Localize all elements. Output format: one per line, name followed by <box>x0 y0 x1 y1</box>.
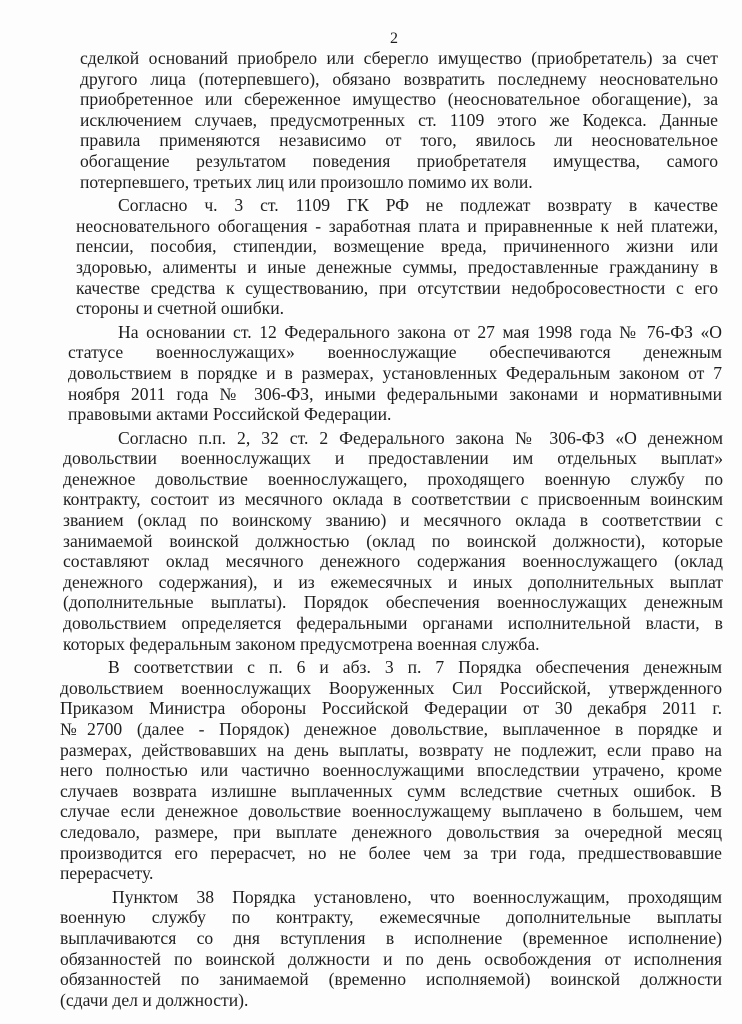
paragraph <box>68 322 722 425</box>
text-line: обязанностей по занимаемой (временно исполняемой) воинской должности <box>60 969 722 990</box>
text-line: (дополнительные выплаты). Порядок обеспечения военнослужащих денежным <box>63 592 723 613</box>
text-line: случае если денежное довольствие военнослужащему выплачено в большем, чем <box>60 801 722 822</box>
paragraph <box>76 195 718 319</box>
text-line: Приказом Министра обороны Российской Федерации от 30 декабря 2011 г. <box>60 698 722 719</box>
paragraph <box>80 48 718 192</box>
text-line: выплачиваются со дня вступления в исполнение (временное исполнение) <box>60 927 722 948</box>
text-line: неосновательного обогащения - заработная плата и приравненные к ней платежи, <box>76 215 718 236</box>
text-line: довольствии военнослужащих и предоставлении им отдельных выплат» <box>63 448 723 469</box>
paragraph <box>60 887 722 1011</box>
text-line: исключением случаев, предусмотренных ст. 1109 этого же Кодекса. Данные <box>80 109 718 130</box>
paragraph <box>63 428 723 655</box>
text-line: обязанностей по воинской должности и по день освобождения от исполнения <box>60 948 722 969</box>
text-line: денежное довольствие военнослужащего, проходящего военную службу по <box>63 468 723 489</box>
text-line: здоровью, алименты и иные денежные суммы, предоставленные гражданину в <box>76 256 718 277</box>
document-body <box>0 48 742 1013</box>
text-line: Согласно ч. 3 ст. 1109 ГК РФ не подлежат возврату в качестве <box>118 195 718 216</box>
text-line: Пунктом 38 Порядка установлено, что военнослужащим, проходящим <box>112 886 722 907</box>
paragraph <box>60 657 722 884</box>
text-line: приобретенное или сбереженное имущество (неосновательное обогащение), за <box>80 89 718 110</box>
text-line: следовало, размере, при выплате денежного довольствия за очередной месяц <box>60 821 722 842</box>
text-line: правила применяются независимо от того, явилось ли неосновательное <box>80 130 718 151</box>
text-line: ноября 2011 года № 306-ФЗ, иными федеральными законами и нормативными <box>68 383 722 404</box>
text-line: случаев возврата излишне выплаченных сумм вследствие счетных ошибок. В <box>60 780 722 801</box>
text-line: На основании ст. 12 Федерального закона от 27 мая 1998 года № 76-ФЗ «О <box>118 321 722 342</box>
text-line: правовыми актами Российской Федерации. <box>68 404 392 425</box>
text-line: занимаемой воинской должностью (оклад по воинской должности), которые <box>63 530 723 551</box>
text-line: перерасчету. <box>60 863 154 884</box>
text-line: составляют оклад месячного денежного содержания военнослужащего (оклад <box>63 551 723 572</box>
text-line: другого лица (потерпевшего), обязано возвратить последнему неосновательно <box>80 68 718 89</box>
text-line: военную службу по контракту, ежемесячные дополнительные выплаты <box>60 907 722 928</box>
text-line: качестве средства к существованию, при отсутствии недобросовестности с его <box>76 277 718 298</box>
text-line: стороны и счетной ошибки. <box>76 298 285 319</box>
text-line: производится его перерасчет, но не более чем за три года, предшествовавшие <box>60 842 722 863</box>
text-line: довольствием военнослужащих Вооруженных Сил Российской, утвержденного <box>60 677 722 698</box>
text-line: званием (оклад по воинскому званию) и месячного оклада в соответствии с <box>63 510 723 531</box>
text-line: (сдачи дел и должности). <box>60 989 249 1010</box>
text-line: контракту, состоит из месячного оклада в соответствии с присвоенным воинским <box>63 489 723 510</box>
text-line: В соответствии с п. 6 и абз. 3 п. 7 Порядка обеспечения денежным <box>108 657 722 678</box>
text-line: денежного содержания), и из ежемесячных и иных дополнительных выплат <box>63 571 723 592</box>
text-line: Согласно п.п. 2, 32 ст. 2 Федерального закона № 306-ФЗ «О денежном <box>118 427 723 448</box>
text-line: №2700 (далее - Порядок) денежное довольствие, выплаченное в порядке и <box>60 719 722 739</box>
text-line: довольствием определяется федеральными органами исполнительной власти, в <box>63 613 723 634</box>
text-line: статусе военнослужащих» военнослужащие обеспечиваются денежным <box>68 342 722 363</box>
text-line: размерах, действовавших на день выплаты, возврату не подлежит, если право на <box>60 739 722 760</box>
text-line: потерпевшего, третьих лиц или произошло помимо их воли. <box>80 171 533 192</box>
page-number: 2 <box>390 30 398 47</box>
text-line: довольствием в порядке и в размерах, установленных Федеральным законом от 7 <box>68 362 722 383</box>
text-line: обогащение результатом поведения приобретателя имущества, самого <box>80 150 718 171</box>
text-line: него полностью или частично военнослужащими впоследствии утрачено, кроме <box>60 760 722 781</box>
text-line: которых федеральным законом предусмотрена военная служба. <box>63 633 540 654</box>
text-line: пенсии, пособия, стипендии, возмещение вреда, причиненного жизни или <box>76 236 718 257</box>
text-line: сделкой оснований приобрело или сберегло имущество (приобретатель) за счет <box>80 48 718 68</box>
